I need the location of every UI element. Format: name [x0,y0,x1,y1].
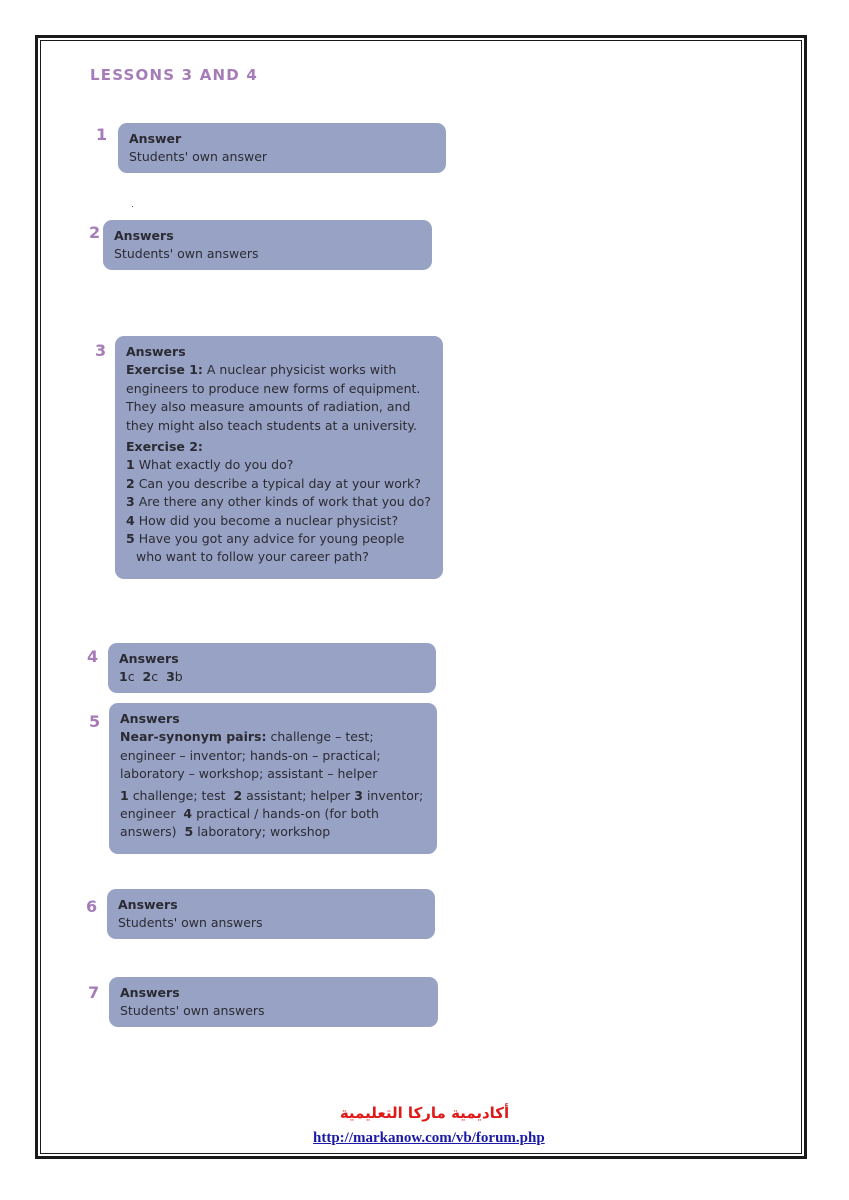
answer-list [120,787,426,842]
exercise-number-1: 1 [96,125,108,144]
footer-academy-name: أكاديمية ماركا التعليمية [339,1104,510,1122]
answer-box-4 [108,643,436,693]
footer-forum-link[interactable]: http://markanow.com/vb/forum.php [313,1130,545,1146]
list-item [126,530,432,567]
answer-title: Answer [129,131,182,146]
item-number: 2 [126,475,135,491]
item-number: 1 [120,787,129,803]
item-number: 3 [354,787,363,803]
answer-title: Answers [126,344,186,359]
exercise-number-2: 2 [89,223,101,242]
item-number: 3 [126,494,135,510]
answer-box-3 [115,336,443,579]
item-text: What exactly do you do? [138,457,294,473]
item-text: Can you describe a typical day at your work? [138,475,421,491]
answer-title: Answers [118,897,178,912]
item-text: laboratory; workshop [197,824,331,840]
item-number: 4 [183,806,193,822]
exercise-1-label: Exercise 1: [126,362,203,378]
item-number: 1 [126,457,135,473]
exercise-1-answer [126,361,432,435]
item-text: How did you become a nuclear physicist? [138,512,399,528]
stray-dot [132,206,133,207]
pair-answer: c [151,669,159,685]
list-item [126,493,432,511]
exercise-number-6: 6 [86,897,98,916]
answer-text: Students' own answers [114,246,259,262]
pair-answer: b [174,669,183,685]
item-text: inventor; engineer [120,787,424,822]
near-synonyms-text: challenge – test; engineer – inventor; hands-on – practical; laboratory – workshop; assistant – helper [120,729,381,782]
exercise-2-label: Exercise 2: [126,439,203,455]
exercise-number-7: 7 [88,983,100,1002]
item-text: challenge; test [132,787,226,803]
answer-title: Answers [120,985,180,1000]
near-synonyms-label: Near-synonym pairs: [120,729,267,745]
exercise-number-3: 3 [95,341,107,360]
item-number: 2 [233,787,243,803]
answer-box-1 [118,123,446,173]
answer-title: Answers [120,711,180,726]
near-synonyms [120,728,426,783]
item-text: assistant; helper [246,787,351,803]
item-text: Have you got any advice for young people who want to follow your career path? [136,531,405,565]
exercise-number-4: 4 [87,647,99,666]
answer-box-5 [109,703,437,854]
list-item [126,475,432,493]
pair-number: 3 [166,669,175,685]
list-item [126,512,432,530]
item-number: 5 [126,531,135,547]
answer-box-7 [109,977,438,1027]
pair-answer: c [127,669,135,685]
answer-title: Answers [119,651,179,666]
answer-title: Answers [114,228,174,243]
list-item [126,456,432,474]
answer-box-6 [107,889,435,939]
item-number: 5 [184,824,194,840]
answer-text: Students' own answer [129,149,268,165]
item-text: Are there any other kinds of work that you do? [138,494,431,510]
item-number: 4 [126,512,135,528]
item-text: practical / hands-on (for both answers) [120,806,379,840]
exercise-1-text: A nuclear physicist works with engineers to produce new forms of equipment. They also measure amounts of radiation, and they might also teach students at a university. [126,362,421,433]
pair-number: 2 [142,669,152,685]
answer-box-2 [103,220,432,270]
page-title: LESSONS 3 AND 4 [90,66,258,84]
exercise-number-5: 5 [89,712,101,731]
pair-number: 1 [119,669,128,685]
answer-pairs [119,668,425,686]
answer-text: Students' own answers [118,915,263,931]
answer-text: Students' own answers [120,1003,265,1019]
